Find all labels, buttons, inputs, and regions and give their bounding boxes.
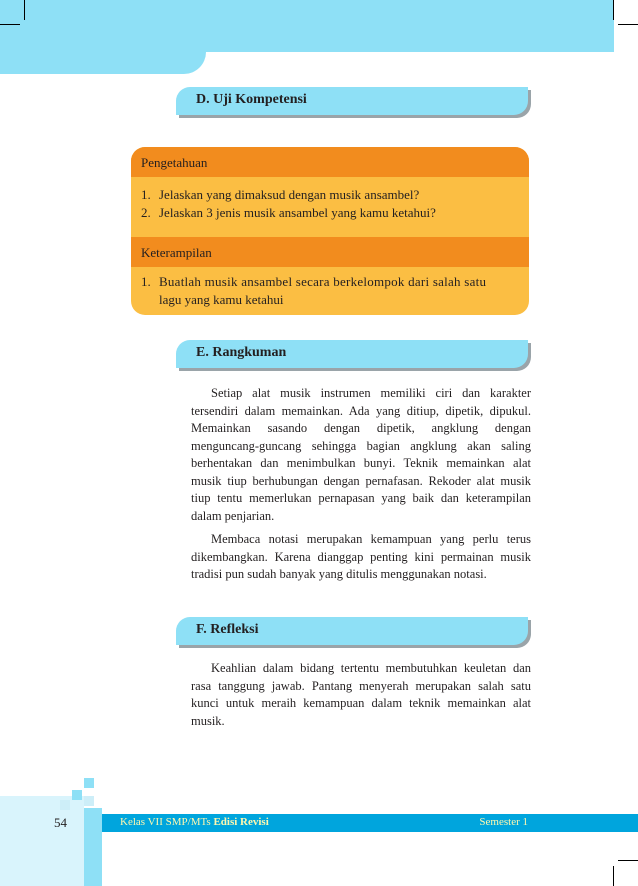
page-number: 54 [54,815,67,830]
crop-mark [0,24,20,25]
item-text: Jelaskan yang dimaksud dengan musik ansambel? [159,187,420,202]
section-header-refleksi [176,617,528,645]
list-item [141,187,419,203]
item-number: 1. [141,274,151,289]
section-header-uji [176,87,528,115]
book-edition: Edisi Revisi [213,816,269,828]
item-text: Jelaskan 3 jenis musik ansambel yang kamu ketahui? [159,205,436,220]
list-item [141,205,436,221]
crop-mark [613,866,614,886]
list-item [141,274,486,290]
header-band [0,0,614,52]
item-number: 1. [141,187,151,202]
knowledge-band [131,147,529,177]
pixel-square [60,800,70,810]
paragraph: Setiap alat musik instrumen memiliki ciri dan karakter tersendiri dalam memainkan. Ada yang ditiup, dipetik, dipukul. Memainkan sasando dengan dipetik, angklung dengan menguncang-guncang sehingga bagian angklung akan saling berhentakan dan menimbulkan bunyi. Teknik memainkan alat musik tiup berhubungan dengan pernafasan. Rekoder alat musik tiup tentu memerlukan pernapasan yang baik dan keterampilan dalam penjarian. [191,386,531,523]
paragraph: Keahlian dalam bidang tertentu membutuhkan keuletan dan rasa tanggung jawab. Pantang menyerah merupakan salah satu kunci untuk meraih kemampuan dalam teknik memainkan alat musik. [191,661,531,728]
footer-band [102,814,638,832]
paragraph: Membaca notasi merupakan kemampuan yang perlu terus dikembangkan. Karena dianggap penting kini permainan musik tradisi pun sudah banyak yang ditulis menggunakan notasi. [191,532,531,581]
footer-corner-block [0,796,84,886]
refleksi-text [191,660,531,730]
book-prefix: Kelas VII SMP/MTs [120,816,214,828]
semester-label: Semester 1 [479,816,528,828]
knowledge-label: Pengetahuan [141,155,208,170]
book-title [120,816,269,828]
skill-label: Keterampilan [141,245,212,260]
section-title: F. Refleksi [196,622,259,637]
header-tab [0,52,206,74]
pixel-square [72,790,82,800]
section-header-rangkuman [176,340,528,368]
item-text: lagu yang kamu ketahui [159,292,284,307]
skill-band [131,237,529,267]
crop-mark [618,24,638,25]
competence-box [131,147,529,315]
section-title: E. Rangkuman [196,345,287,360]
crop-mark [613,0,614,20]
rangkuman-text [191,385,531,584]
item-text: Buatlah musik ansambel secara berkelompok dari salah satu [159,274,487,289]
list-item-continuation [159,292,284,308]
section-title: D. Uji Kompetensi [196,92,307,107]
pixel-square [84,778,94,788]
crop-mark [24,0,25,20]
footer-strip [84,808,102,886]
pixel-square [84,796,94,806]
crop-mark [618,860,638,861]
item-number: 2. [141,205,151,220]
